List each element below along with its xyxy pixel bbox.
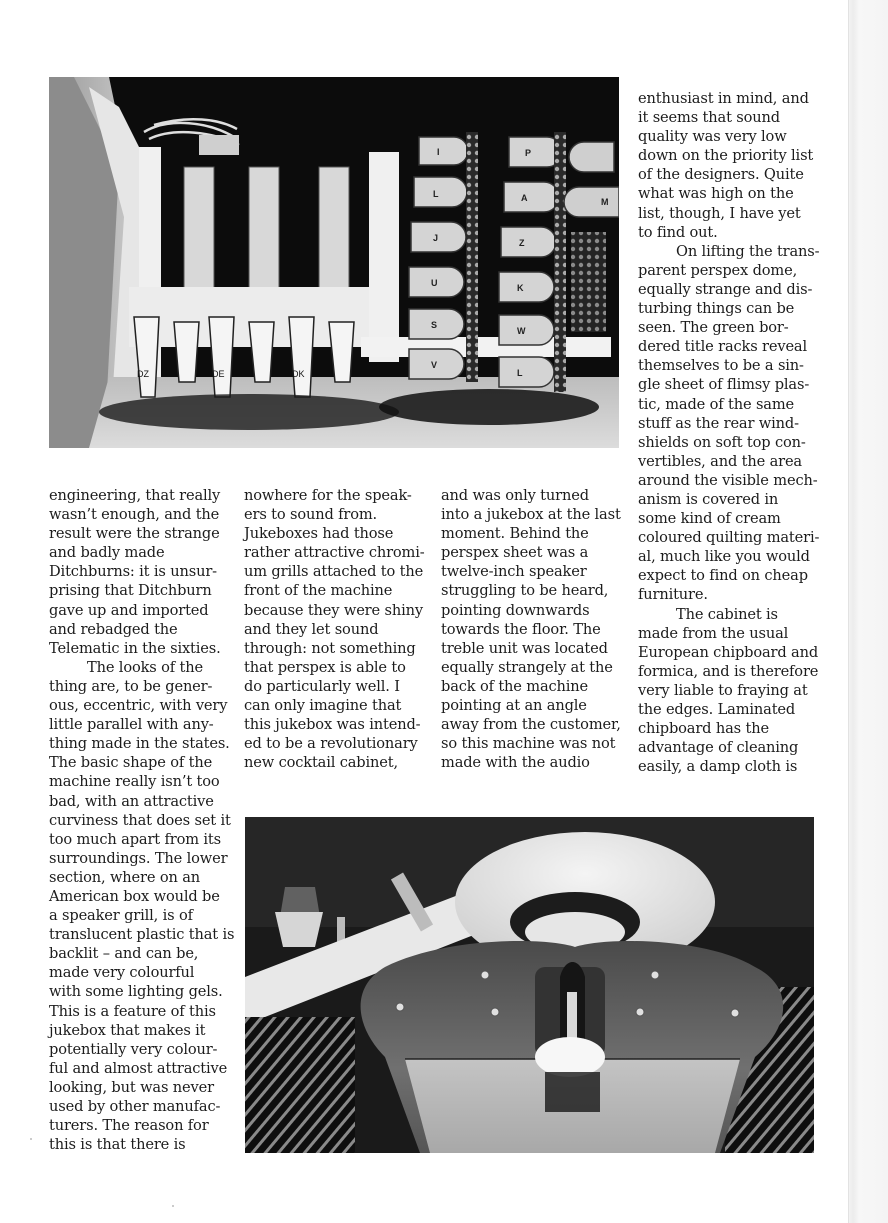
paragraph-start: On lifting the trans- xyxy=(676,242,820,260)
text-line: vertibles, and the area xyxy=(638,452,802,470)
text-line: made from the usual xyxy=(638,624,789,642)
paragraph-start: The cabinet is xyxy=(676,605,778,623)
svg-text:M: M xyxy=(601,197,609,207)
text-line: curviness that does set it xyxy=(49,811,231,829)
page-edge-shadow xyxy=(848,0,888,1223)
photo-pickup-arm xyxy=(245,817,814,1153)
svg-text:L: L xyxy=(433,189,439,199)
text-line: can only imagine that xyxy=(244,697,402,715)
text-line: made with the audio xyxy=(441,754,590,772)
svg-text:V: V xyxy=(431,360,438,370)
text-line: around the visible mech- xyxy=(638,471,818,489)
text-line: the edges. Laminated xyxy=(638,701,796,718)
text-line: front of the machine xyxy=(244,582,393,600)
text-line: potentially very colour- xyxy=(49,1040,218,1058)
text-column-3 xyxy=(441,486,621,772)
text-line: that perspex is able to xyxy=(244,658,406,676)
text-line: gle sheet of flimsy plas- xyxy=(638,376,810,394)
text-line: equally strange and dis- xyxy=(638,280,813,298)
svg-text:U: U xyxy=(431,278,438,288)
text-line: translucent plastic that is xyxy=(49,926,235,944)
text-line: down on the priority list xyxy=(638,147,814,165)
text-line: chipboard has the xyxy=(638,720,769,738)
plunger-label-de: DE xyxy=(212,369,225,379)
svg-text:A: A xyxy=(521,193,528,203)
text-line: quality was very low xyxy=(638,128,787,146)
text-line: do particularly well. I xyxy=(244,677,400,695)
text-line: section, where on an xyxy=(49,868,200,886)
text-line: backlit – and can be, xyxy=(49,945,199,963)
svg-text:W: W xyxy=(517,326,526,336)
text-line: and they let sound xyxy=(244,620,379,638)
text-line: turers. The reason for xyxy=(49,1117,209,1135)
text-line: looking, but was never xyxy=(49,1078,214,1096)
text-line: towards the floor. The xyxy=(441,620,601,638)
text-line: shields on soft top con- xyxy=(638,433,806,451)
text-line: result were the strange xyxy=(49,525,220,543)
text-line: little parallel with any- xyxy=(49,716,214,734)
text-line: turbing things can be xyxy=(638,300,795,318)
text-column-2 xyxy=(244,486,425,772)
text-line: through: not something xyxy=(244,639,416,657)
text-line: dered title racks reveal xyxy=(638,338,807,356)
text-line: struggling to be heard, xyxy=(441,582,609,600)
text-line: some kind of cream xyxy=(638,510,781,528)
text-line: rather attractive chromi- xyxy=(244,544,425,562)
text-line: easily, a damp cloth is xyxy=(638,758,798,776)
text-line: Ditchburns: it is unsur- xyxy=(49,563,217,581)
paragraph-start: The looks of the xyxy=(87,658,203,676)
text-line: surroundings. The lower xyxy=(49,849,228,867)
text-line: enthusiast in mind, and xyxy=(638,90,809,107)
text-line: pointing at an angle xyxy=(441,697,587,715)
text-line: treble unit was located xyxy=(441,639,608,657)
text-line: Jukeboxes had those xyxy=(244,525,394,543)
text-line: ful and almost attractive xyxy=(49,1059,228,1077)
pickup-arm-image xyxy=(245,817,814,1153)
text-line: advantage of cleaning xyxy=(638,739,799,757)
text-line: stuff as the rear wind- xyxy=(638,414,799,432)
text-line: and badly made xyxy=(49,544,165,562)
selector-mechanism-image xyxy=(49,77,619,448)
svg-text:L: L xyxy=(517,368,523,378)
text-line: because they were shiny xyxy=(244,601,423,619)
text-line: this is that there is xyxy=(49,1136,186,1154)
text-line: wasn’t enough, and the xyxy=(49,506,220,524)
text-line: coloured quilting materi- xyxy=(638,529,820,547)
text-line: American box would be xyxy=(49,887,220,905)
svg-text:S: S xyxy=(431,320,438,330)
text-line: bad, with an attractive xyxy=(49,792,214,810)
text-line: used by other manufac- xyxy=(49,1098,221,1115)
text-line: The basic shape of the xyxy=(49,754,213,772)
svg-text:Z: Z xyxy=(519,238,525,248)
text-line: jukebox that makes it xyxy=(49,1021,206,1039)
text-line: a speaker grill, is of xyxy=(49,907,193,925)
svg-text:K: K xyxy=(517,283,524,293)
text-line: machine really isn’t too xyxy=(49,773,220,791)
text-line: made very colourful xyxy=(49,964,195,982)
text-line: to find out. xyxy=(638,223,718,241)
svg-text:P: P xyxy=(525,148,532,158)
text-line: anism is covered in xyxy=(638,490,779,508)
text-line: seen. The green bor- xyxy=(638,319,789,337)
text-line: al, much like you would xyxy=(638,548,810,566)
text-column-1 xyxy=(49,486,234,1154)
text-line: too much apart from its xyxy=(49,830,221,848)
text-line: of the designers. Quite xyxy=(638,166,804,184)
text-line: equally strangely at the xyxy=(441,658,613,676)
text-line: moment. Behind the xyxy=(441,525,589,543)
text-line: perspex sheet was a xyxy=(441,544,589,562)
text-line: prising that Ditchburn xyxy=(49,582,212,600)
text-line: parent perspex dome, xyxy=(638,261,798,279)
scan-speck xyxy=(30,1138,32,1140)
text-line: very liable to fraying at xyxy=(638,681,808,699)
text-line: it seems that sound xyxy=(638,109,780,127)
text-line: and was only turned xyxy=(441,487,589,504)
text-line: ous, eccentric, with very xyxy=(49,697,228,715)
text-line: ed to be a revolutionary xyxy=(244,735,418,753)
text-line: Telematic in the sixties. xyxy=(49,639,221,657)
text-line: engineering, that really xyxy=(49,487,221,504)
text-line: um grills attached to the xyxy=(244,563,424,581)
text-line: what was high on the xyxy=(638,185,794,203)
text-line: gave up and imported xyxy=(49,601,209,619)
text-line: This is a feature of this xyxy=(49,1002,216,1020)
text-line: so this machine was not xyxy=(441,735,616,753)
text-line: themselves to be a sin- xyxy=(638,357,804,375)
text-line: new cocktail cabinet, xyxy=(244,754,398,772)
plunger-label-dz: DZ xyxy=(137,369,149,379)
text-line: tic, made of the same xyxy=(638,395,795,413)
text-column-4 xyxy=(638,89,819,776)
plunger-label-dk: DK xyxy=(292,369,305,379)
text-line: with some lighting gels. xyxy=(49,983,223,1001)
scan-speck xyxy=(172,1205,174,1207)
text-line: into a jukebox at the last xyxy=(441,506,621,524)
text-line: back of the machine xyxy=(441,677,589,695)
svg-text:I: I xyxy=(437,147,440,157)
text-line: nowhere for the speak- xyxy=(244,487,412,504)
text-line: thing made in the states. xyxy=(49,735,230,753)
text-line: thing are, to be gener- xyxy=(49,677,213,695)
text-line: furniture. xyxy=(638,586,708,604)
text-line: and rebadged the xyxy=(49,620,178,638)
text-line: away from the customer, xyxy=(441,716,621,734)
photo-selector-mechanism xyxy=(49,77,619,448)
text-line: European chipboard and xyxy=(638,643,819,661)
text-line: list, though, I have yet xyxy=(638,204,801,222)
text-line: pointing downwards xyxy=(441,601,590,619)
svg-text:J: J xyxy=(433,233,439,243)
text-line: ers to sound from. xyxy=(244,506,378,524)
text-line: this jukebox was intend- xyxy=(244,716,421,734)
text-line: formica, and is therefore xyxy=(638,662,819,680)
text-line: expect to find on cheap xyxy=(638,567,808,585)
text-line: twelve-inch speaker xyxy=(441,563,587,581)
